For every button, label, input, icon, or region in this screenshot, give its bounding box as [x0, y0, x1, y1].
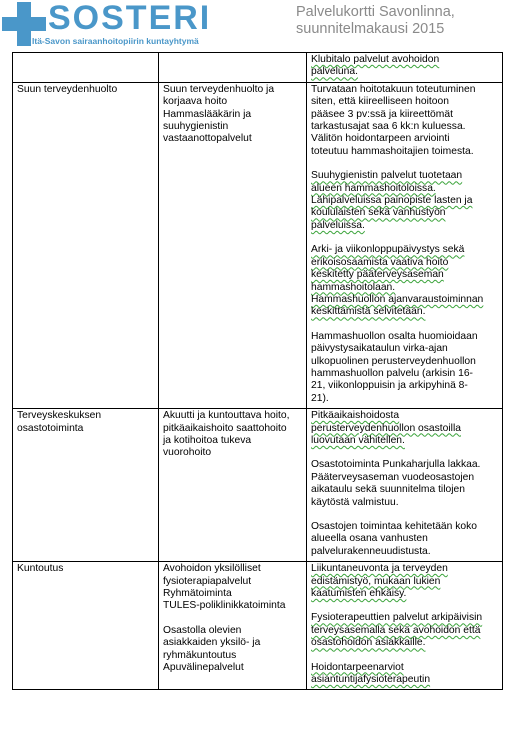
title-line-2: suunnitelmakausi 2015: [296, 21, 445, 37]
text-line: alueella osana vanhusten: [311, 533, 428, 545]
text-line: keskittämistä selvitetään.: [311, 306, 426, 318]
text-line: palvelurakenneuudistusta.: [311, 545, 431, 557]
text-line: palveluna.: [311, 66, 358, 78]
text-line: Pääterveysaseman vuodeosastojen: [311, 471, 475, 483]
text-line: asiakkaiden yksilö- ja: [163, 637, 261, 649]
plan-cell: [307, 562, 503, 690]
plan-paragraph: [311, 84, 498, 158]
document-title: [296, 4, 455, 38]
text-line: Suuhygienistin palvelut tuotetaan: [311, 170, 463, 182]
text-line: terveysasemalla sekä avohoidon että: [311, 624, 481, 636]
text-line: Osastolla olevien: [163, 624, 242, 636]
text-line: osastohoidon asiakkaille.: [311, 637, 426, 649]
text-line: Kuntoutus: [17, 563, 64, 575]
text-line: vastaanottopalvelut: [163, 133, 252, 145]
text-line: TULES-poliklinikkatoiminta: [163, 600, 286, 612]
text-line: Avohoidon yksilölliset: [163, 563, 261, 575]
text-line: tarkastusajat saa 6 kk:n kuluessa.: [311, 121, 466, 133]
text-line: Fysioterapeuttien palvelut arkipäivisin: [311, 612, 483, 624]
plan-paragraph: [311, 244, 498, 318]
text-line: Hammaslääkärin ja: [163, 108, 252, 120]
text-line: asiantuntijafysioterapeutin: [311, 674, 431, 686]
text-line: Osastojen toimintaa kehitetään koko: [311, 521, 477, 532]
plan-paragraph: [311, 521, 498, 558]
plan-paragraph: [311, 662, 498, 687]
text-line: käytöstä valmistuu.: [311, 496, 399, 508]
service-area: [17, 563, 154, 575]
table-row: [13, 53, 503, 83]
text-line: Ryhmätoiminta: [163, 588, 232, 600]
page-header: [0, 0, 511, 50]
text-line: erikoisosaamista vaativa hoito: [311, 256, 449, 268]
text-line: alueen hammashoitoloissa.: [311, 182, 436, 194]
text-line: toteutuu hammashoitajien toimesta.: [311, 145, 474, 157]
text-line: Hammashuollon ajanvaraustoiminnan: [311, 293, 484, 305]
text-line: aikataulu sekä suunnitelma tilojen: [311, 484, 465, 496]
text-line: osastotoiminta: [17, 422, 84, 434]
text-line: hammashoitolaan.: [311, 281, 396, 293]
table-row: [13, 409, 503, 562]
text-line: Akuutti ja kuntouttava hoito,: [163, 410, 290, 422]
text-line: korjaava hoito: [163, 96, 228, 108]
service-area-cell: [13, 82, 159, 408]
services-block: [163, 625, 302, 675]
services-cell: [159, 82, 307, 408]
text-line: ryhmäkuntoutus: [163, 649, 237, 661]
service-area: [17, 410, 154, 435]
text-line: Lähipalveluissa painopiste lasten ja: [311, 195, 473, 207]
text-line: 21, viikonloppuisin ja arkipyhinä 8-: [311, 380, 468, 392]
text-line: Hammashuollon osalta huomioidaan: [311, 330, 478, 342]
table-row: [13, 82, 503, 408]
services-cell: [159, 53, 307, 83]
title-line-1: Palvelukortti Savonlinna,: [296, 4, 455, 20]
text-line: ja kotihoitoa tukeva: [163, 434, 252, 446]
text-line: Klubitalo palvelut avohoidon: [311, 54, 440, 65]
text-line: edistämistyö, mukaan lukien: [311, 575, 441, 587]
text-line: Apuvälinepalvelut: [163, 662, 244, 674]
text-line: Suun terveydenhuolto: [17, 83, 118, 95]
text-line: vuorohoito: [163, 447, 212, 459]
text-line: Pitkäaikaishoidosta: [311, 410, 400, 422]
text-line: luovutaan vähitellen.: [311, 434, 405, 446]
service-area-cell: [13, 562, 159, 690]
text-line: kaatumisten ehkäisy.: [311, 588, 407, 600]
text-line: pitkäaikaishoito saattohoito: [163, 422, 287, 434]
text-line: Terveyskeskuksen: [17, 410, 102, 422]
services-block: [163, 84, 302, 146]
plan-paragraph: [311, 170, 498, 232]
services-cell: [159, 562, 307, 690]
service-area: [17, 84, 154, 96]
text-line: ulkopuolinen perusterveydenhuollon: [311, 355, 476, 367]
services-cell: [159, 409, 307, 562]
text-line: fysioterapiapalvelut: [163, 575, 252, 587]
table-row: [13, 562, 503, 690]
plan-cell: [307, 409, 503, 562]
text-line: pääsee 3 pv:ssä ja kiireettömät: [311, 108, 453, 120]
plan-paragraph: [311, 54, 498, 79]
text-line: palveluissa.: [311, 219, 365, 231]
logo-subtitle: Itä-Savon sairaanhoitopiirin kuntayhtymä: [32, 36, 199, 46]
plan-paragraph: [311, 331, 498, 405]
plan-paragraph: [311, 563, 498, 600]
logo-name: SOSTERI: [48, 0, 212, 37]
plan-cell: [307, 82, 503, 408]
sosteri-logo: [0, 0, 260, 50]
text-line: Turvataan hoitotakuun toteutuminen: [311, 83, 476, 95]
text-line: Välitön hoidontarpeen arviointi: [311, 133, 450, 145]
text-line: päivystysaikataulun virka-ajan: [311, 343, 448, 355]
services-block: [163, 410, 302, 460]
plan-paragraph: [311, 459, 498, 509]
text-line: Suun terveydenhuolto ja: [163, 83, 275, 95]
plan-cell: [307, 53, 503, 83]
text-line: suuhygienistin: [163, 121, 229, 133]
text-line: perusterveydenhuollon osastoilla: [311, 422, 461, 434]
services-block: [163, 563, 302, 613]
text-line: 21).: [311, 392, 329, 404]
service-area-cell: [13, 409, 159, 562]
text-line: Liikuntaneuvonta ja terveyden: [311, 563, 448, 575]
plan-paragraph: [311, 410, 498, 447]
text-line: Arki- ja viikonloppupäivystys sekä: [311, 244, 465, 256]
text-line: siten, että kiireelliseen hoitoon: [311, 96, 449, 108]
text-line: Hoidontarpeenarviot: [311, 661, 404, 673]
plan-paragraph: [311, 612, 498, 649]
service-table: [12, 52, 503, 690]
text-line: keskitetty pääterveysaseman: [311, 269, 444, 281]
text-line: hammashuollon palvelu (arkisin 16-: [311, 367, 473, 379]
text-line: Osastotoiminta Punkaharjulla lakkaa.: [311, 459, 481, 471]
service-area-cell: [13, 53, 159, 83]
text-line: koululaisten sekä vanhustyön: [311, 207, 446, 219]
